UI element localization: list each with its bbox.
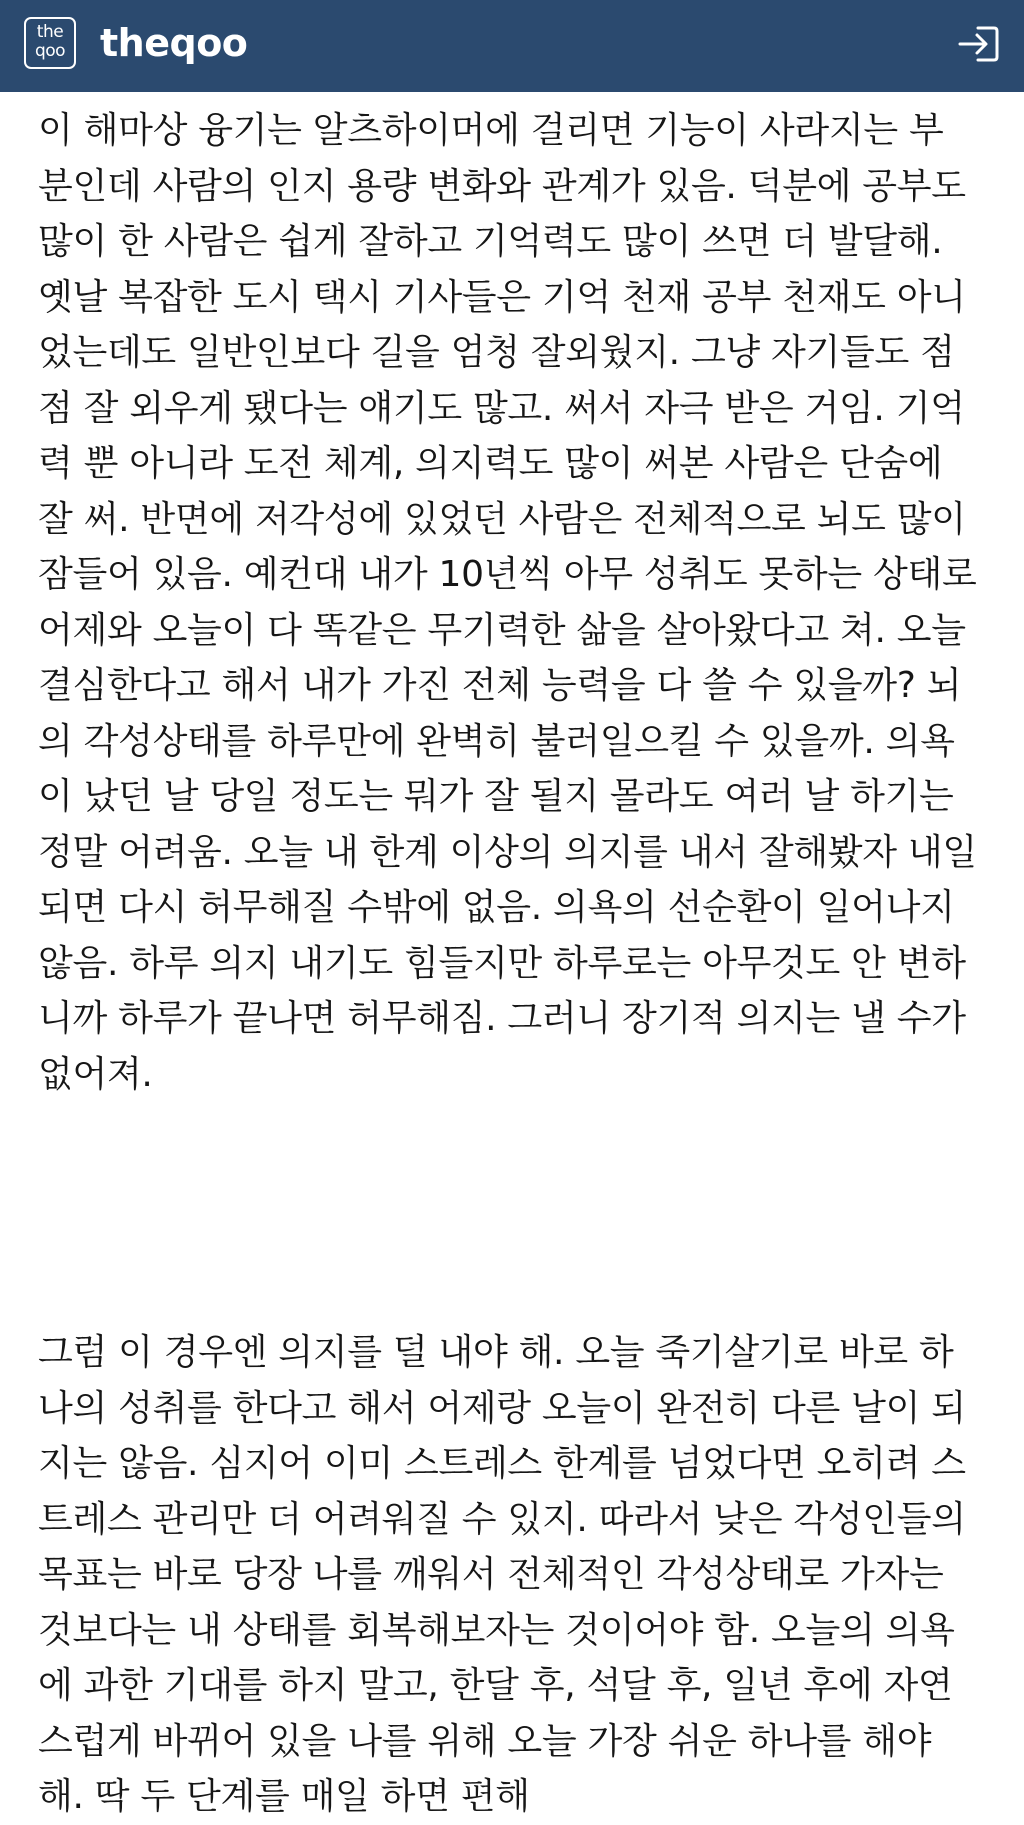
text-line: 잠들어 있음. 예컨대 내가 10년씩 아무 성취도 못하는 상태로: [38, 554, 977, 595]
logo-text-bottom: qoo: [34, 41, 66, 61]
text-line: 나의 성취를 한다고 해서 어제랑 오늘이 완전히 다른 날이 되: [38, 1387, 966, 1429]
text-line: 스럽게 바뀌어 있을 나를 위해 오늘 가장 쉬운 하나를 해야: [38, 1720, 932, 1762]
text-line: 목표는 바로 당장 나를 깨워서 전체적인 각성상태로 가자는: [38, 1554, 944, 1595]
text-line: 분인데 사람의 인지 용량 변화와 관계가 있음. 덕분에 공부도: [38, 165, 966, 207]
top-navigation-bar: [0, 0, 1024, 92]
text-line: 니까 하루가 끝나면 허무해짐. 그러니 장기적 의지는 낼 수가: [38, 998, 966, 1039]
text-line: 않음. 하루 의지 내기도 힘들지만 하루로는 아무것도 안 변하: [38, 942, 966, 984]
text-line: 점 잘 외우게 됐다는 얘기도 많고. 써서 자극 받은 거임. 기억: [38, 387, 965, 429]
article-body-continued: [38, 1325, 998, 1825]
text-line: 되면 다시 허무해질 수밖에 없음. 의욕의 선순환이 일어나지: [38, 887, 955, 928]
login-icon[interactable]: [956, 24, 1000, 64]
text-line: 의 각성상태를 하루만에 완벽히 불러일으킬 수 있을까. 의욕: [38, 720, 955, 762]
article-paragraph-2: [38, 1325, 998, 1825]
text-line: 결심한다고 해서 내가 가진 전체 능력을 다 쓸 수 있을까? 뇌: [38, 665, 962, 706]
text-line: 없어져.: [38, 1053, 153, 1095]
text-line: 이 해마상 융기는 알츠하이머에 걸리면 기능이 사라지는 부: [38, 110, 944, 151]
text-line: 그럼 이 경우엔 의지를 덜 내야 해. 오늘 죽기살기로 바로 하: [38, 1332, 954, 1373]
text-line: 지는 않음. 심지어 이미 스트레스 한계를 넘었다면 오히려 스: [38, 1443, 966, 1484]
text-line: 것보다는 내 상태를 회복해보자는 것이어야 함. 오늘의 의욕: [38, 1609, 955, 1651]
text-line: 이 났던 날 당일 정도는 뭐가 잘 될지 몰라도 여러 날 하기는: [38, 776, 954, 817]
article-paragraph-1: [38, 103, 998, 1102]
text-line: 옛날 복잡한 도시 택시 기사들은 기억 천재 공부 천재도 아니: [38, 276, 966, 318]
text-line: 정말 어려움. 오늘 내 한계 이상의 의지를 내서 잘해봤자 내일: [38, 831, 977, 873]
text-line: 많이 한 사람은 쉽게 잘하고 기억력도 많이 쓰면 더 발달해.: [38, 221, 943, 262]
article-body: [38, 103, 998, 1102]
text-line: 트레스 관리만 더 어려워질 수 있지. 따라서 낮은 각성인들의: [38, 1498, 966, 1540]
logo-text-top: the: [36, 22, 64, 42]
text-line: 었는데도 일반인보다 길을 엄청 잘외웠지. 그냥 자기들도 점: [38, 332, 955, 373]
site-name[interactable]: theqoo: [100, 21, 248, 65]
text-line: 에 과한 기대를 하지 말고, 한달 후, 석달 후, 일년 후에 자연: [38, 1665, 953, 1706]
text-line: 잘 써. 반면에 저각성에 있었던 사람은 전체적으로 뇌도 많이: [38, 498, 966, 540]
theqoo-logo[interactable]: [24, 17, 76, 69]
login-icon-svg: [956, 24, 1000, 64]
text-line: 어제와 오늘이 다 똑같은 무기력한 삶을 살아왔다고 쳐. 오늘: [38, 609, 966, 651]
text-line: 력 뿐 아니라 도전 체계, 의지력도 많이 써본 사람은 단숨에: [38, 443, 943, 484]
text-line: 해. 딱 두 단계를 매일 하면 편해: [38, 1776, 530, 1817]
